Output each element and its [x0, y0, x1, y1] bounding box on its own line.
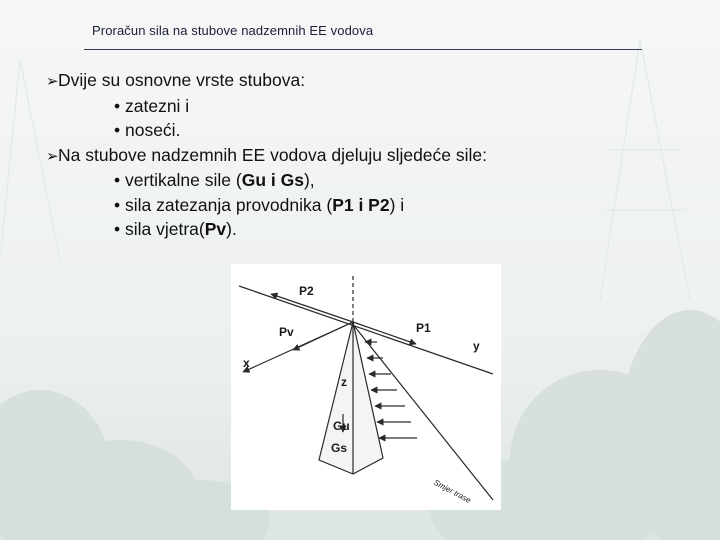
pv-force-arrow	[293, 322, 353, 350]
bullet-forces	[46, 143, 686, 169]
label-x: x	[243, 356, 250, 370]
title-divider	[84, 49, 642, 50]
label-p2: P2	[299, 284, 314, 298]
label-gu: Gu	[333, 419, 350, 433]
p1-force-arrow	[353, 322, 416, 344]
label-p1: P1	[416, 321, 431, 335]
bullet-text: Na stubove nadzemnih EE vodova djeluju sljedeće sile:	[58, 144, 488, 165]
bullet-text: Dvije su osnovne vrste stubova:	[58, 70, 306, 90]
arrow-bullet-icon: ➢	[46, 72, 59, 90]
force-diagram-svg	[231, 264, 501, 510]
label-gs: Gs	[331, 441, 348, 455]
list-item-wind-force: • sila vjetra(Pv).	[114, 219, 237, 239]
list-item: • zatezni i	[114, 95, 190, 116]
bullet-stub-types	[46, 68, 686, 94]
list-item-tension-forces: • sila zatezanja provodnika (P1 i P2) i	[114, 194, 405, 215]
force-diagram	[231, 264, 501, 510]
label-trace-direction: Smjer trase	[432, 477, 473, 505]
p2-force-arrow	[271, 294, 353, 322]
list-item-vertical-forces: • vertikalne sile (Gu i Gs),	[114, 170, 315, 190]
arrow-bullet-icon: ➢	[46, 146, 59, 165]
label-z: z	[341, 375, 347, 389]
label-pv: Pv	[279, 325, 294, 339]
list-item: • noseći.	[114, 120, 181, 140]
label-y: y	[473, 339, 480, 353]
conductor-line-upper	[239, 286, 493, 374]
slide-body	[46, 68, 686, 242]
slide-title: Proračun sila na stubove nadzemnih EE vodova	[92, 23, 374, 38]
stub-shape	[319, 322, 383, 474]
